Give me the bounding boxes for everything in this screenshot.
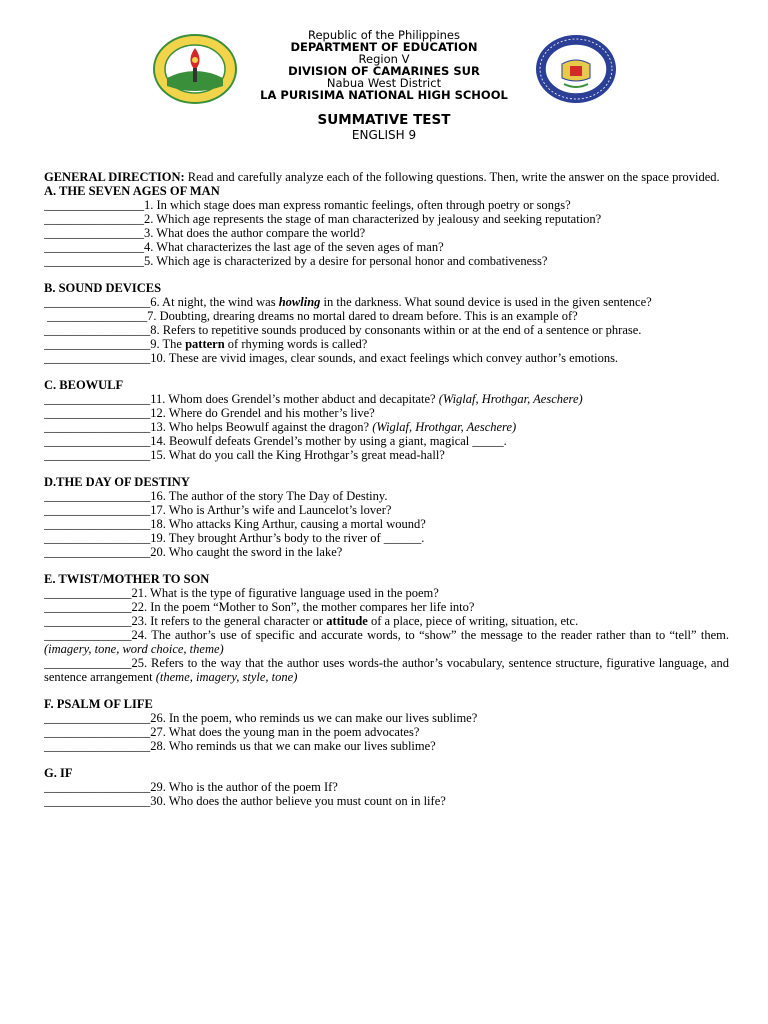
region-line: Region V [358,52,410,66]
question-item: ______________24. The author’s use of specific and accurate words, to “show” the message to the reader rather than to “tell” them. (imagery, tone, word choice, theme) [44,628,729,656]
question-item: _________________19. They brought Arthur’s body to the river of ______. [44,531,425,545]
test-title [0,112,768,142]
question-item: _________________20. Who caught the sword in the lake? [44,545,343,559]
question-item: ________________2. Which age represents the stage of man characterized by jealousy and seeking reputation? [44,212,602,226]
question-item: _________________12. Where do Grendel and his mother’s live? [44,406,375,420]
question-item: ______________21. What is the type of figurative language used in the poem? [44,586,439,600]
question-item: _________________10. These are vivid images, clear sounds, and exact feelings which convey author’s emotions. [44,351,619,365]
question-item: _________________15. What do you call the King Hrothgar’s great mead-hall? [44,448,445,462]
school-name: LA PURISIMA NATIONAL HIGH SCHOOL [260,88,508,102]
section-title: F. PSALM OF LIFE [44,697,153,711]
question-item: _________________6. At night, the wind was howling in the darkness. What sound device is used in the given sentence? [44,295,652,309]
question-item: ______________22. In the poem “Mother to Son”, the mother compares her life into? [44,600,475,614]
department-line: DEPARTMENT OF EDUCATION [290,40,478,54]
question-item: _________________27. What does the young man in the poem advocates? [44,725,420,739]
question-item: _________________11. Whom does Grendel’s mother abduct and decapitate? (Wiglaf, Hrothgar, Aeschere) [44,392,583,406]
question-item: _________________9. The pattern of rhyming words is called? [44,337,368,351]
question-item: _________________8. Refers to repetitive sounds produced by consonants within or at the end of a sentence or phrase. [44,323,642,337]
question-item: _________________16. The author of the story The Day of Destiny. [44,489,388,503]
section-title: A. THE SEVEN AGES OF MAN [44,184,220,198]
section-sound-devices [44,281,729,365]
direction-label: GENERAL DIRECTION: [44,170,185,184]
section-title: E. TWIST/MOTHER TO SON [44,572,210,586]
section-title: G. IF [44,766,73,780]
question-item: ________________1. In which stage does man express romantic feelings, often through poetry or songs? [44,198,571,212]
section-psalm-of-life [44,697,729,753]
question-item: _________________26. In the poem, who reminds us we can make our lives sublime? [44,711,478,725]
section-seven-ages [44,184,729,268]
question-item: ________________7. Doubting, drearing dreams no mortal dared to dream before. This is an example of? [44,309,578,323]
question-item: ________________5. Which age is characterized by a desire for personal honor and combativeness? [44,254,548,268]
question-item: ______________25. Refers to the way that the author uses words-the author’s vocabulary, sentence structure, figurative language, and sentence arrangement (theme, imagery, style, tone) [44,656,729,684]
test-body [44,170,729,808]
division-line: DIVISION OF CAMARINES SUR [288,64,480,78]
section-twist-mother-to-son [44,572,729,684]
republic-line: Republic of the Philippines [307,28,461,42]
letterhead [0,29,768,101]
general-direction [44,170,729,184]
question-item: _________________30. Who does the author believe you must count on in life? [44,794,446,808]
test-title-main: SUMMATIVE TEST [317,112,451,128]
question-item: _________________18. Who attacks King Arthur, causing a mortal wound? [44,517,426,531]
question-item: ________________4. What characterizes the last age of the seven ages of man? [44,240,444,254]
section-beowulf [44,378,729,462]
section-title: C. BEOWULF [44,378,124,392]
question-item: _________________28. Who reminds us that we can make our lives sublime? [44,739,436,753]
question-item: _________________13. Who helps Beowulf against the dragon? (Wiglaf, Hrothgar, Aeschere) [44,420,517,434]
question-item: _________________14. Beowulf defeats Grendel’s mother by using a giant, magical _____. [44,434,507,448]
section-title: D.THE DAY OF DESTINY [44,475,190,489]
district-line: Nabua West District [326,76,442,90]
section-if [44,766,729,808]
test-subject: ENGLISH 9 [351,128,417,142]
section-title: B. SOUND DEVICES [44,281,162,295]
question-item: ______________23. It refers to the general character or attitude of a place, piece of writing, situation, etc. [44,614,579,628]
question-item: _________________17. Who is Arthur’s wife and Launcelot’s lover? [44,503,392,517]
question-item: ________________3. What does the author compare the world? [44,226,366,240]
direction-text: Read and carefully analyze each of the following questions. Then, write the answer on the space provided. [184,170,720,184]
question-item: _________________29. Who is the author of the poem If? [44,780,338,794]
section-day-of-destiny [44,475,729,559]
